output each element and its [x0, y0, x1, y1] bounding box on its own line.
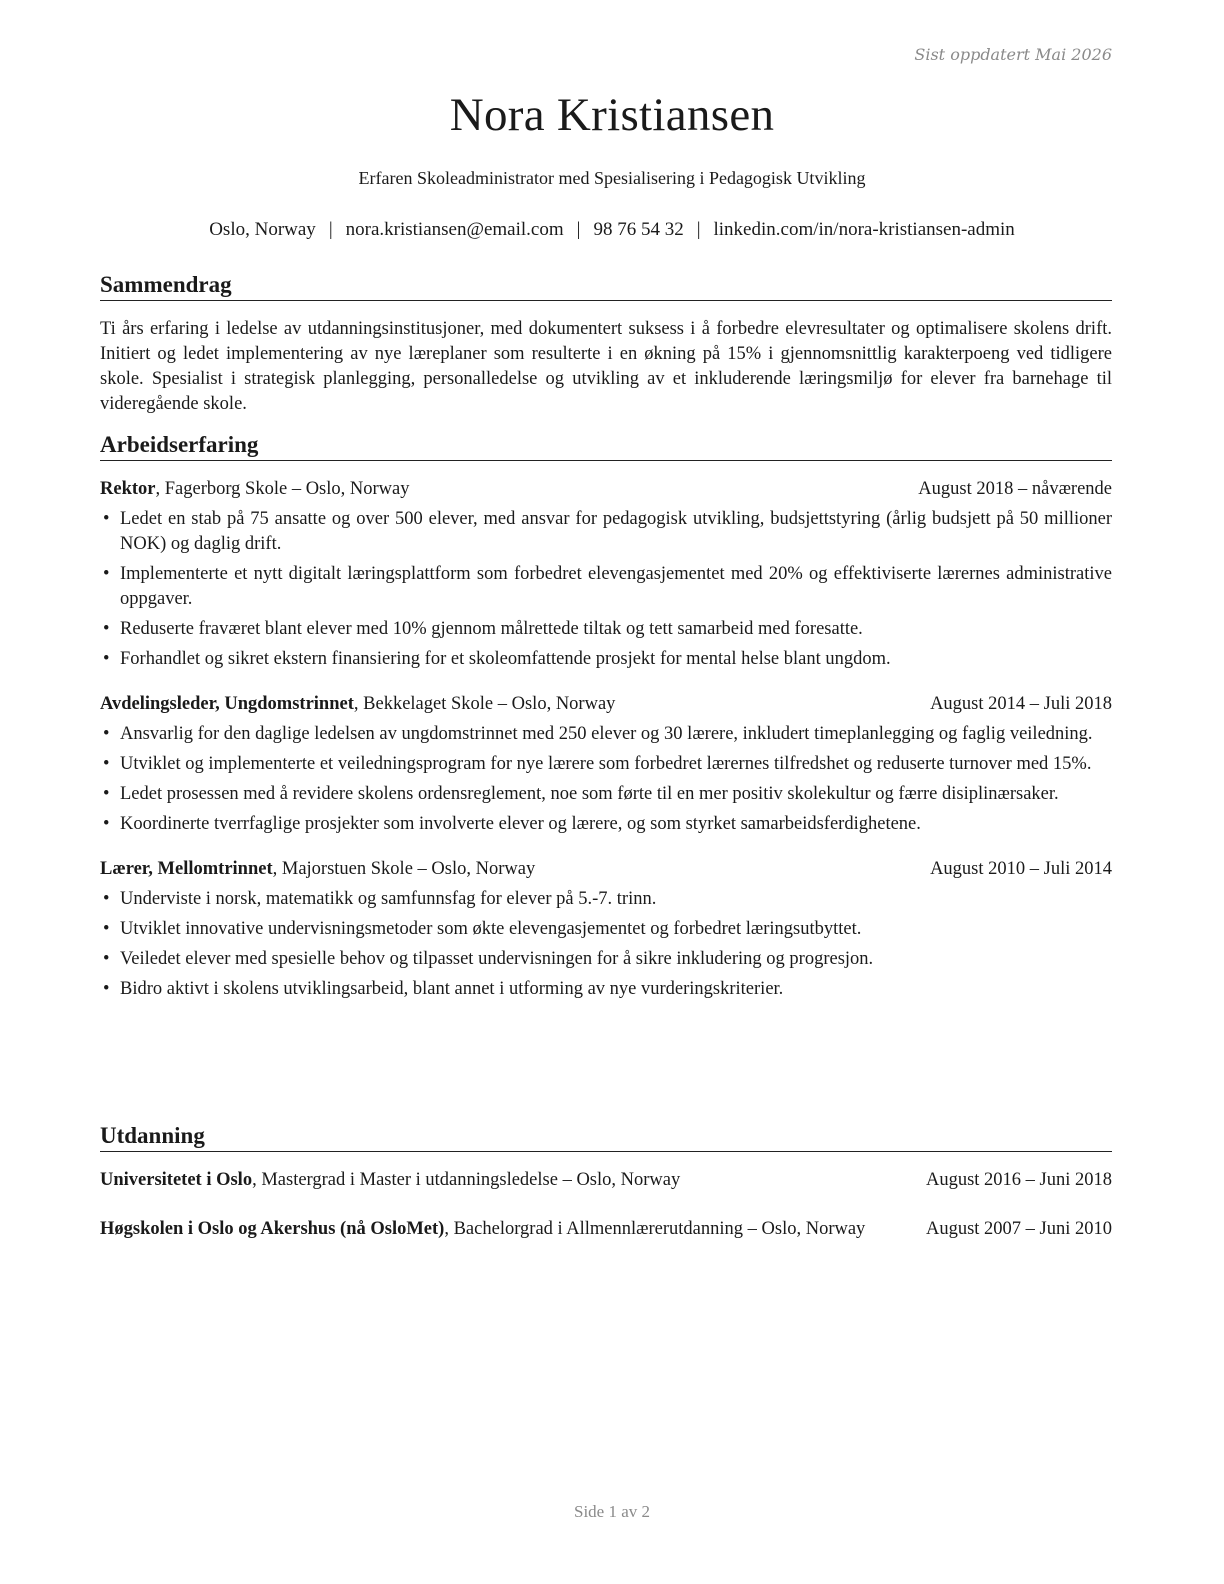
experience-title: Arbeidserfaring [100, 431, 1112, 461]
education-section [100, 1122, 1112, 1266]
job-header [100, 857, 1112, 882]
job-role: Avdelingsleder, Ungdomstrinnet [100, 694, 354, 714]
job-bullets [100, 887, 1112, 1002]
candidate-headline: Erfaren Skoleadministrator med Spesialisering i Pedagogisk Utvikling [358, 168, 866, 188]
bullet-text: Implementerte et nytt digitalt læringsplattform som forbedret elevengasjementet med 20% og effektiviserte lærernes administrative oppgaver. [120, 564, 1112, 609]
bullet-text: Utviklet og implementerte et veiledningsprogram for nye lærere som forbedret lærernes tilfredshet og reduserte turnover med 15%. [120, 754, 1092, 774]
page-number: Side 1 av 2 [573, 1502, 651, 1521]
job-entry [100, 692, 1112, 837]
list-item [100, 812, 1112, 837]
bullet-icon: • [103, 949, 110, 969]
job-dates: August 2014 – Juli 2018 [930, 694, 1112, 714]
list-item [100, 722, 1112, 747]
contact-email[interactable]: nora.kristiansen@email.com [345, 219, 564, 240]
summary-text: Ti års erfaring i ledelse av utdanningsinstitusjoner, med dokumentert suksess i å forbedre elevresultater og optimalisere skolens drift. Initiert og ledet implementering av nye læreplaner som resulterte i en økning på 15% i gjennomsnittlig karakterpoeng ved tidligere skole. Spesialist i strategisk planlegging, personalledelse og utvikling av et inkluderende læringsmiljø for elever fra barnehage til videregående skole. [100, 319, 1112, 414]
education-entry [100, 1217, 1112, 1242]
bullet-icon: • [103, 784, 110, 804]
bullet-icon: • [103, 724, 110, 744]
bullet-icon: • [103, 509, 110, 529]
job-role: Rektor [100, 479, 156, 499]
bullet-text: Utviklet innovative undervisningsmetoder som økte elevengasjementet og forbedret læringsutbyttet. [120, 919, 862, 939]
bullet-text: Ledet prosessen med å revidere skolens ordensreglement, noe som førte til en mer positiv skolekultur og færre disiplinærsaker. [120, 784, 1059, 804]
education-dates: August 2016 – Juni 2018 [925, 1170, 1112, 1190]
job-dates: August 2010 – Juli 2014 [930, 859, 1112, 879]
list-item [100, 617, 1112, 642]
education-dates: August 2007 – Juni 2010 [925, 1219, 1112, 1239]
job-entry [100, 477, 1112, 672]
bullet-text: Veiledet elever med spesielle behov og tilpasset undervisningen for å sikre inkludering og progresjon. [120, 949, 874, 969]
last-updated-note: Sist oppdatert Mai 2026 [914, 45, 1112, 64]
bullet-icon: • [103, 919, 110, 939]
job-organization: , Majorstuen Skole – Oslo, Norway [272, 859, 536, 879]
education-school: Høgskolen i Oslo og Akershus (nå OsloMet) [100, 1219, 445, 1239]
education-title: Utdanning [100, 1122, 1112, 1152]
education-detail: , Mastergrad i Master i utdanningsledelse – Oslo, Norway [252, 1170, 681, 1190]
bullet-text: Koordinerte tverrfaglige prosjekter som involverte elever og lærere, og som styrket samarbeidsferdighetene. [120, 814, 921, 834]
bullet-icon: • [103, 754, 110, 774]
bullet-text: Ledet en stab på 75 ansatte og over 500 elever, med ansvar for pedagogisk utvikling, budsjettstyring (årlig budsjett på 50 millioner NOK) og daglig drift. [120, 509, 1112, 554]
job-dates: August 2018 – nåværende [918, 479, 1112, 499]
candidate-name: Nora Kristiansen [449, 89, 775, 141]
job-entry [100, 857, 1112, 1002]
list-item [100, 647, 1112, 672]
list-item [100, 507, 1112, 557]
education-detail: , Bachelorgrad i Allmennlærerutdanning – Oslo, Norway [444, 1219, 866, 1239]
job-organization: , Fagerborg Skole – Oslo, Norway [155, 479, 410, 499]
job-header [100, 477, 1112, 502]
bullet-text: Bidro aktivt i skolens utviklingsarbeid, blant annet i utforming av nye vurderingskriterier. [120, 979, 784, 999]
list-item [100, 752, 1112, 777]
bullet-icon: • [103, 619, 110, 639]
job-role: Lærer, Mellomtrinnet [100, 859, 273, 879]
list-item [100, 562, 1112, 612]
bullet-text: Forhandlet og sikret ekstern finansiering for et skoleomfattende prosjekt for mental helse blant ungdom. [120, 649, 891, 669]
contact-separator: | [696, 219, 701, 240]
job-organization: , Bekkelaget Skole – Oslo, Norway [353, 694, 616, 714]
contact-phone: 98 76 54 32 [593, 219, 684, 240]
contact-line [0, 219, 1224, 241]
contact-location: Oslo, Norway [209, 219, 316, 240]
education-school: Universitetet i Oslo [100, 1170, 253, 1190]
bullet-text: Underviste i norsk, matematikk og samfunnsfag for elever på 5.-7. trinn. [120, 889, 657, 909]
job-bullets [100, 507, 1112, 672]
job-header [100, 692, 1112, 717]
bullet-icon: • [103, 889, 110, 909]
summary-section [100, 271, 1112, 417]
list-item [100, 782, 1112, 807]
contact-separator: | [328, 219, 333, 240]
contact-separator: | [576, 219, 581, 240]
education-entry [100, 1168, 1112, 1193]
list-item [100, 977, 1112, 1002]
bullet-text: Ansvarlig for den daglige ledelsen av ungdomstrinnet med 250 elever og 30 lærere, inkludert timeplanlegging og faglig veiledning. [120, 724, 1093, 744]
bullet-icon: • [103, 564, 110, 584]
list-item [100, 917, 1112, 942]
bullet-icon: • [103, 979, 110, 999]
contact-linkedin[interactable]: linkedin.com/in/nora-kristiansen-admin [713, 219, 1015, 240]
bullet-icon: • [103, 814, 110, 834]
experience-section [100, 431, 1112, 1022]
job-bullets [100, 722, 1112, 837]
list-item [100, 947, 1112, 972]
list-item [100, 887, 1112, 912]
bullet-icon: • [103, 649, 110, 669]
summary-title: Sammendrag [100, 271, 1112, 301]
bullet-text: Reduserte fraværet blant elever med 10% gjennom målrettede tiltak og tett samarbeid med foresatte. [120, 619, 863, 639]
